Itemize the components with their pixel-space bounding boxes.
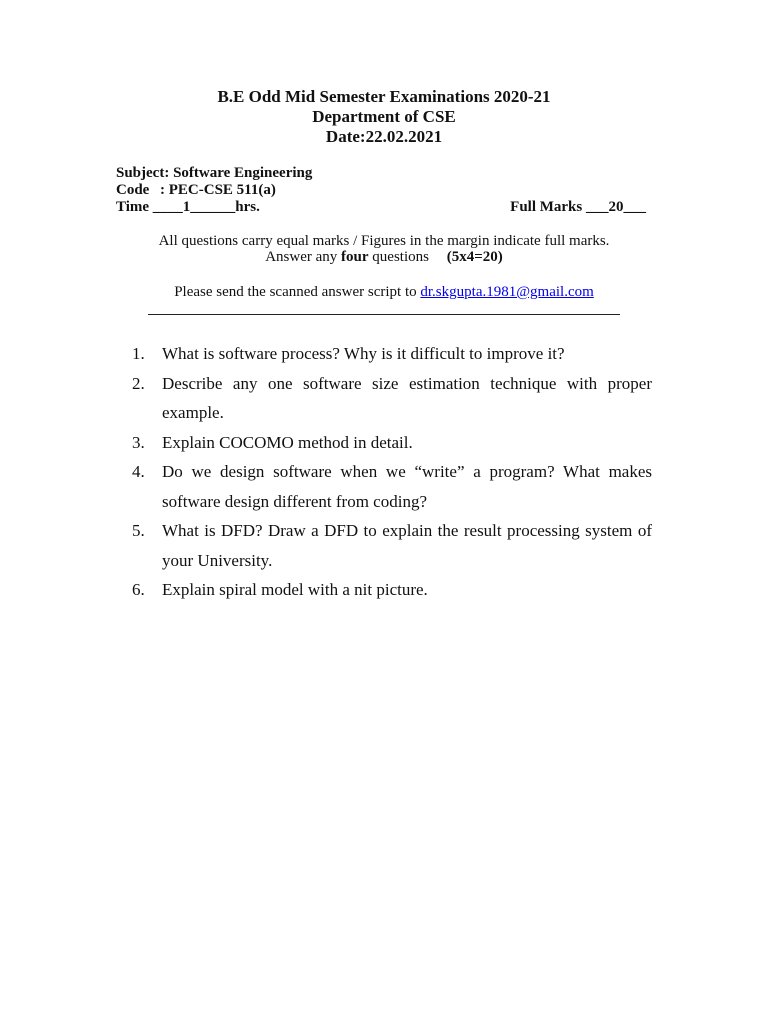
question-text: What is DFD? Draw a DFD to explain the result processing system of your University. [162,521,652,570]
submission-line [0,284,768,301]
question-list [132,339,652,605]
question-number: 2. [132,373,145,393]
department: Department of CSE [312,107,456,126]
question-number: 5. [132,521,145,540]
time-line [116,199,656,216]
question-number: 6. [132,580,145,599]
full-marks: Full Marks ___20___ [510,199,646,215]
question-text: What is software process? Why is it difficult to improve it? [162,344,565,363]
submission-email-link[interactable]: dr.skgupta.1981@gmail.com [420,284,594,300]
divider-line [148,314,620,315]
question-item [132,369,652,428]
question-number: 4. [132,462,145,481]
instruction-answer-post: questions [368,249,429,265]
code-label: Code [116,182,150,198]
question-text: Do we design software when we “write” a program? What makes software design different from coding? [162,462,652,511]
code-value: : PEC-CSE 511(a) [160,182,276,198]
question-item [132,516,652,575]
question-text: Explain spiral model with a nit picture. [162,580,428,599]
exam-header [0,87,768,147]
instruction-answer-pre: Answer any [265,249,342,265]
instruction-count: four [341,249,369,265]
exam-title: B.E Odd Mid Semester Examinations 2020-21 [217,87,551,106]
marks-breakdown: (5x4=20) [446,249,503,265]
instruction-line-2 [0,249,768,266]
submission-text: Please send the scanned answer script to [174,284,421,300]
question-text: Describe any one software size estimation technique with proper example. [162,373,652,422]
time-allowed: Time ____1______hrs. [116,199,260,215]
subject-line: Subject: Software Engineering [116,165,313,181]
question-item [132,575,652,605]
code-line [116,182,656,199]
exam-date: Date:22.02.2021 [325,127,443,146]
question-item [132,457,652,516]
question-item [132,428,652,458]
question-text: Explain COCOMO method in detail. [162,432,413,452]
question-number: 1. [132,344,145,363]
question-item [132,339,652,369]
question-number: 3. [132,432,145,452]
instruction-line-1: All questions carry equal marks / Figures in the margin indicate full marks. [158,233,610,249]
